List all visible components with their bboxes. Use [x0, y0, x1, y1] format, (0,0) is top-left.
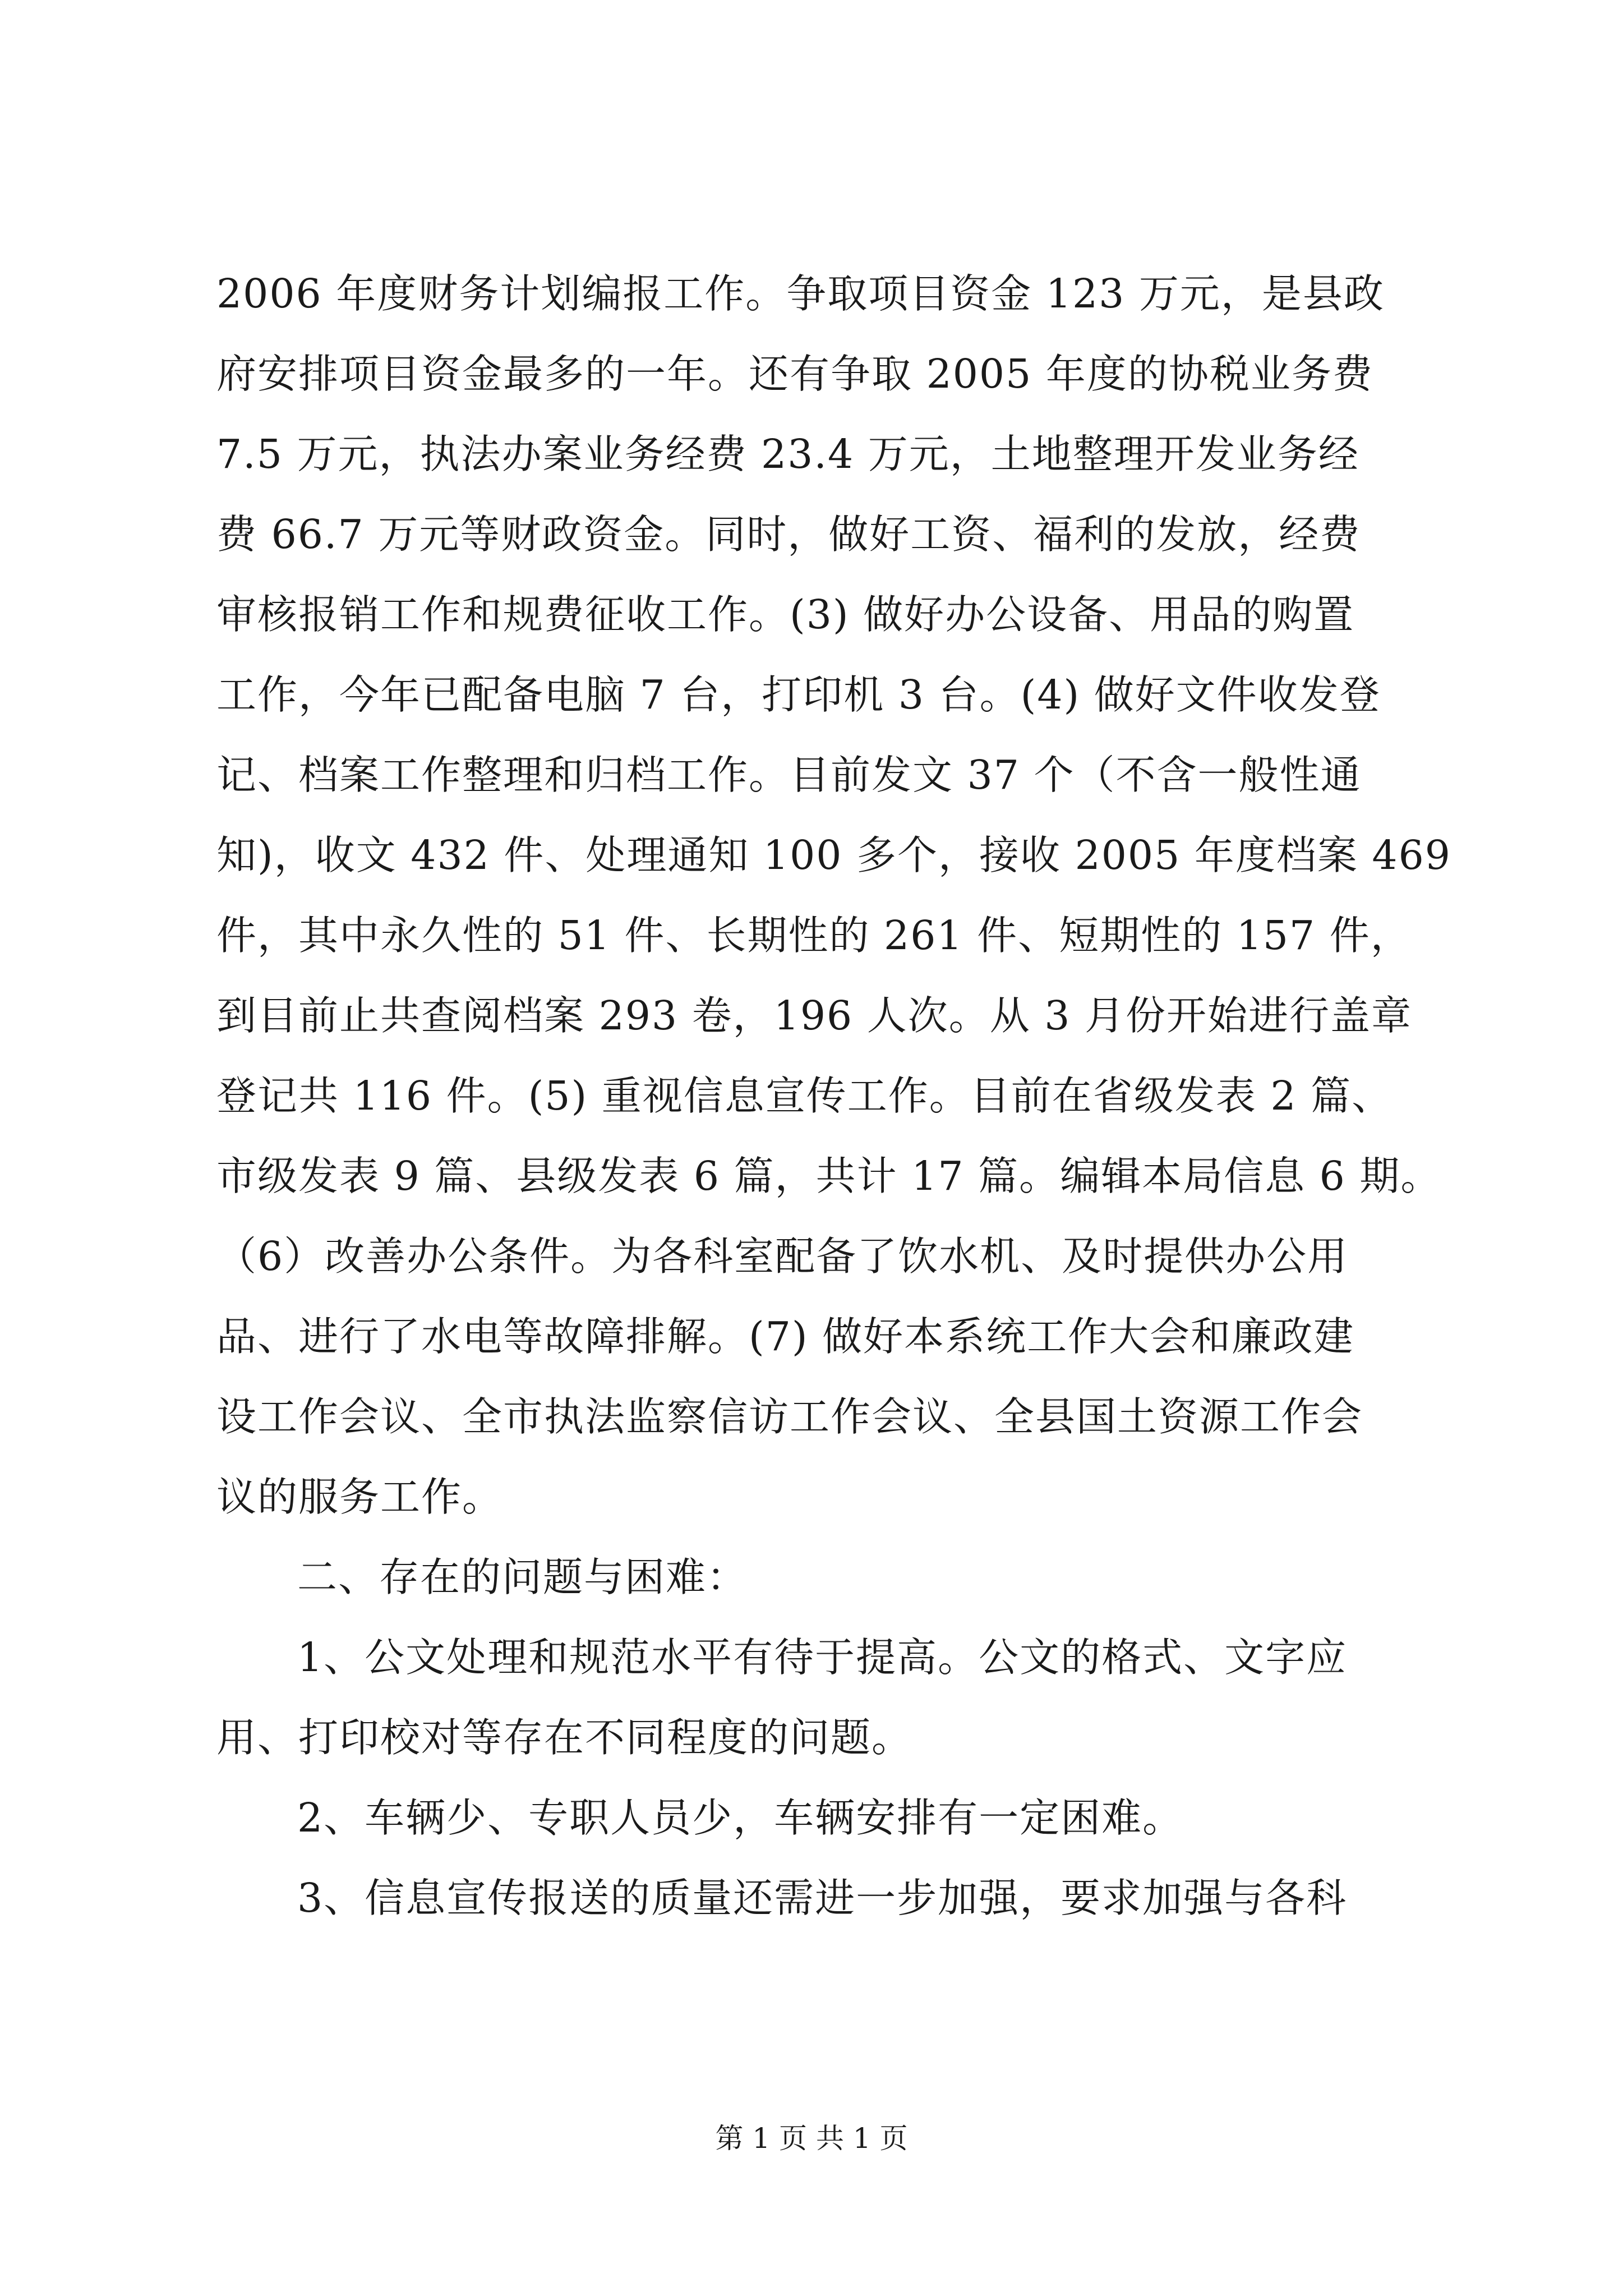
text-line: 府安排项目资金最多的一年。还有争取 2005 年度的协税业务费 — [216, 351, 1373, 397]
text-line: 审核报销工作和规费征收工作。(3) 做好办公设备、用品的购置 — [216, 591, 1355, 638]
problem-item-2: 2、车辆少、专职人员少，车辆安排有一定困难。 — [297, 1795, 1184, 1841]
page-footer: 第 1 页 共 1 页 — [715, 2122, 908, 2155]
text-line: 设工作会议、全市执法监察信访工作会议、全县国土资源工作会 — [216, 1393, 1363, 1440]
document-body — [216, 254, 1490, 1938]
problem-item-1: 1、公文处理和规范水平有待于提高。公文的格式、文字应 — [297, 1634, 1348, 1681]
text-line: （6）改善办公条件。为各科室配备了饮水机、及时提供办公用 — [216, 1233, 1349, 1280]
section-heading: 二、存在的问题与困难： — [297, 1554, 748, 1600]
text-line: 费 66.7 万元等财政资金。同时，做好工资、福利的发放，经费 — [216, 511, 1361, 558]
text-line: 议的服务工作。 — [216, 1474, 504, 1520]
text-line: 2006 年度财务计划编报工作。争取项目资金 123 万元，是县政 — [216, 270, 1385, 317]
text-line: 记、档案工作整理和归档工作。目前发文 37 个（不含一般性通 — [216, 752, 1362, 798]
text-line: 品、进行了水电等故障排解。(7) 做好本系统工作大会和廉政建 — [216, 1313, 1355, 1360]
text-line: 知)，收文 432 件、处理通知 100 多个，接收 2005 年度档案 469 — [216, 832, 1451, 878]
text-line: 到目前止共查阅档案 293 卷，196 人次。从 3 月份开始进行盖章 — [216, 992, 1413, 1039]
problem-item-3: 3、信息宣传报送的质量还需进一步加强，要求加强与各科 — [297, 1875, 1348, 1921]
text-line: 件，其中永久性的 51 件、长期性的 261 件、短期性的 157 件， — [216, 912, 1412, 959]
text-line: 7.5 万元，执法办案业务经费 23.4 万元，土地整理开发业务经 — [216, 431, 1359, 477]
problem-item-1-continued: 用、打印校对等存在不同程度的问题。 — [216, 1714, 913, 1761]
text-line: 工作，今年已配备电脑 7 台，打印机 3 台。(4) 做好文件收发登 — [216, 671, 1381, 718]
text-line: 登记共 116 件。(5) 重视信息宣传工作。目前在省级发表 2 篇、 — [216, 1073, 1393, 1119]
text-line: 市级发表 9 篇、县级发表 6 篇，共计 17 篇。编辑本局信息 6 期。 — [216, 1153, 1442, 1199]
